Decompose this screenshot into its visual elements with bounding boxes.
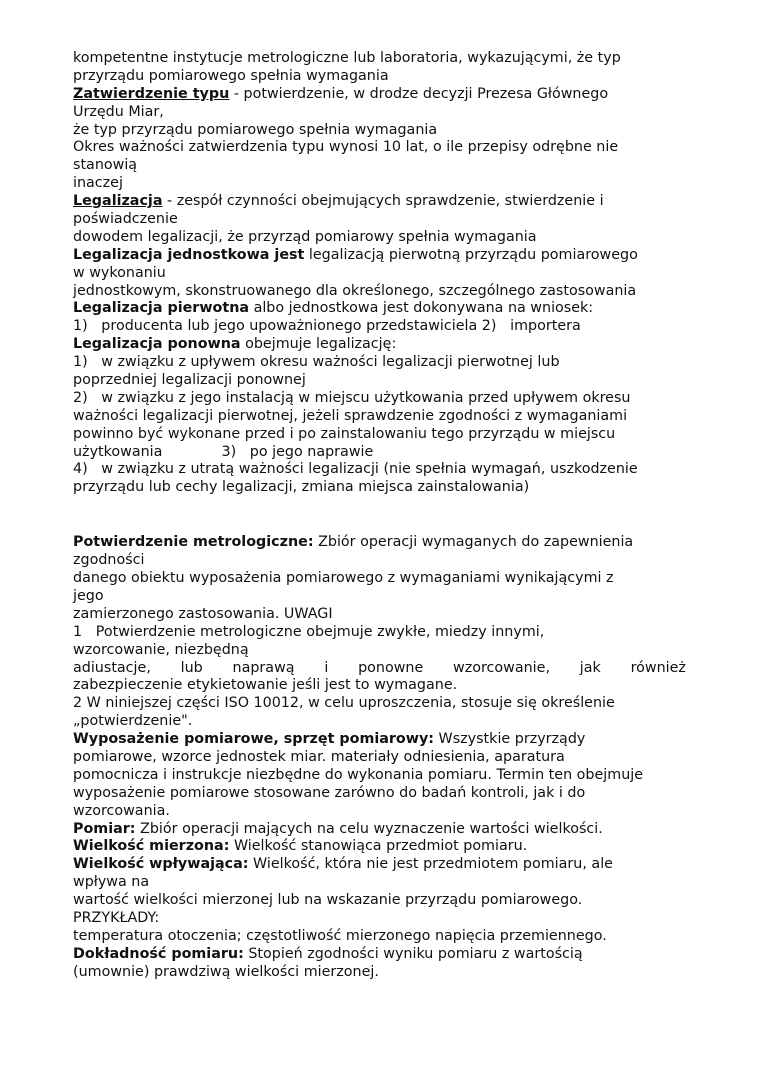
text-line: pomocnicza i instrukcje niezbędne do wykonania pomiaru. Termin ten obejmuje (73, 766, 644, 783)
term-heading: Wielkość mierzona: (73, 838, 230, 855)
section-spacer (73, 497, 693, 534)
text-line: „potwierdzenie". (73, 713, 193, 730)
text-line: jednostkowym, skonstruowanego dla określonego, szczególnego zastosowania (73, 282, 637, 299)
justified-line (73, 660, 686, 678)
word: również (630, 659, 686, 676)
text-line: wartość wielkości mierzonej lub na wskazanie przyrządu pomiarowego. (73, 892, 583, 909)
text-line: ważności legalizacji pierwotnej, jeżeli sprawdzenie zgodności z wymaganiami (73, 407, 628, 424)
definition-pomiar (73, 821, 693, 839)
text-line: przyrządu pomiarowego spełnia wymagania (73, 67, 389, 84)
text-line: wpływa na (73, 874, 150, 891)
word: i (324, 659, 329, 676)
word: naprawą (232, 659, 295, 676)
text-line: poświadczenie (73, 211, 178, 228)
definition-dokladnosc-pomiaru (73, 946, 693, 964)
text-line: powinno być wykonane przed i po zainstalowaniu tego przyrządu w miejscu (73, 425, 616, 442)
text-line: Urzędu Miar, (73, 103, 164, 120)
text-run: - potwierdzenie, w drodze decyzji Prezesa Głównego (229, 85, 609, 102)
word: lub (180, 659, 203, 676)
text-run: Stopień zgodności wyniku pomiaru z wartością (243, 945, 583, 962)
text-line: poprzedniej legalizacji ponownej (73, 372, 306, 389)
term-heading: Wyposażenie pomiarowe, sprzęt pomiarowy: (73, 731, 435, 748)
text-line: 1) w związku z upływem okresu ważności legalizacji pierwotnej lub (73, 354, 560, 371)
text-line: że typ przyrządu pomiarowego spełnia wymagania (73, 121, 438, 138)
definition-wyposazenie-pomiarowe (73, 731, 693, 749)
term-heading: Wielkość wpływająca: (73, 856, 249, 873)
text-run: Zbiór operacji mających na celu wyznaczenie wartości wielkości. (135, 820, 603, 837)
text-line: danego obiektu wyposażenia pomiarowego z wymaganiami wynikającymi z (73, 570, 614, 587)
definition-legalizacja (73, 193, 693, 211)
document-page (73, 50, 693, 982)
text-line: jego (73, 587, 104, 604)
text-line: dowodem legalizacji, że przyrząd pomiarowy spełnia wymagania (73, 228, 537, 245)
word: jak (579, 659, 601, 676)
text-run: legalizacją pierwotną przyrządu pomiarowego (304, 246, 638, 263)
text-line: zgodności (73, 552, 145, 569)
term-heading: Pomiar: (73, 820, 136, 837)
definition-wielkosc-wplywajaca (73, 856, 693, 874)
text-line: kompetentne instytucje metrologiczne lub laboratoria, wykazującymi, że typ (73, 50, 621, 66)
text-line: (umownie) prawdziwą wielkości mierzonej. (73, 963, 379, 980)
text-line: zabezpieczenie etykietowanie jeśli jest to wymagane. (73, 677, 458, 694)
text-line: temperatura otoczenia; częstotliwość mierzonego napięcia przemiennego. (73, 927, 607, 944)
term-heading: Zatwierdzenie typu (73, 85, 230, 102)
term-heading: Legalizacja jednostkowa jest (73, 246, 305, 263)
term-heading: Legalizacja ponowna (73, 336, 241, 353)
word: ponowne (358, 659, 424, 676)
text-run: Wielkość, która nie jest przedmiotem pomiaru, ale (248, 856, 613, 873)
definition-zatwierdzenie-typu (73, 86, 693, 104)
definition-potwierdzenie-metrologiczne (73, 534, 693, 552)
text-line: Okres ważności zatwierdzenia typu wynosi 10 lat, o ile przepisy odrębne nie (73, 139, 619, 156)
text-line: 1) producenta lub jego upoważnionego przedstawiciela 2) importera (73, 318, 581, 335)
text-line: 1 Potwierdzenie metrologiczne obejmuje zwykłe, miedzy innymi, (73, 623, 545, 640)
text-line: 2 W niniejszej części ISO 10012, w celu uproszczenia, stosuje się określenie (73, 695, 615, 712)
term-heading: Dokładność pomiaru: (73, 945, 244, 962)
word: wzorcowanie, (453, 659, 550, 676)
text-line: w wykonaniu (73, 264, 166, 281)
text-line: 4) w związku z utratą ważności legalizacji (nie spełnia wymagań, uszkodzenie (73, 461, 638, 478)
definition-legalizacja-jednostkowa (73, 247, 693, 265)
text-line: pomiarowe, wzorce jednostek miar. materiały odniesienia, aparatura (73, 748, 565, 765)
text-line: wzorcowania. (73, 802, 170, 819)
text-run: Wielkość stanowiąca przedmiot pomiaru. (229, 838, 528, 855)
term-heading: Potwierdzenie metrologiczne: (73, 534, 314, 551)
text-line: użytkowania 3) po jego naprawie (73, 443, 374, 460)
term-heading: Legalizacja (73, 193, 163, 210)
text-run: albo jednostkowa jest dokonywana na wniosek: (249, 300, 594, 317)
definition-wielkosc-mierzona (73, 838, 693, 856)
text-line: stanowią (73, 157, 138, 174)
definition-legalizacja-ponowna (73, 336, 693, 354)
text-line: PRZYKŁADY: (73, 909, 160, 926)
text-line: zamierzonego zastosowania. UWAGI (73, 605, 333, 622)
text-run: obejmuje legalizację: (240, 336, 397, 353)
text-line: wyposażenie pomiarowe stosowane zarówno do badań kontroli, jak i do (73, 784, 586, 801)
text-line: wzorcowanie, niezbędną (73, 641, 249, 658)
text-line: 2) w związku z jego instalacją w miejscu użytkowania przed upływem okresu (73, 389, 631, 406)
definition-legalizacja-pierwotna (73, 300, 693, 318)
text-line: przyrządu lub cechy legalizacji, zmiana miejsca zainstalowania) (73, 479, 530, 496)
text-run: Wszystkie przyrządy (434, 731, 586, 748)
text-line: inaczej (73, 175, 123, 192)
word: adiustacje, (73, 659, 151, 676)
text-run: - zespół czynności obejmujących sprawdzenie, stwierdzenie i (162, 193, 604, 210)
term-heading: Legalizacja pierwotna (73, 300, 250, 317)
text-run: Zbiór operacji wymaganych do zapewnienia (313, 534, 634, 551)
